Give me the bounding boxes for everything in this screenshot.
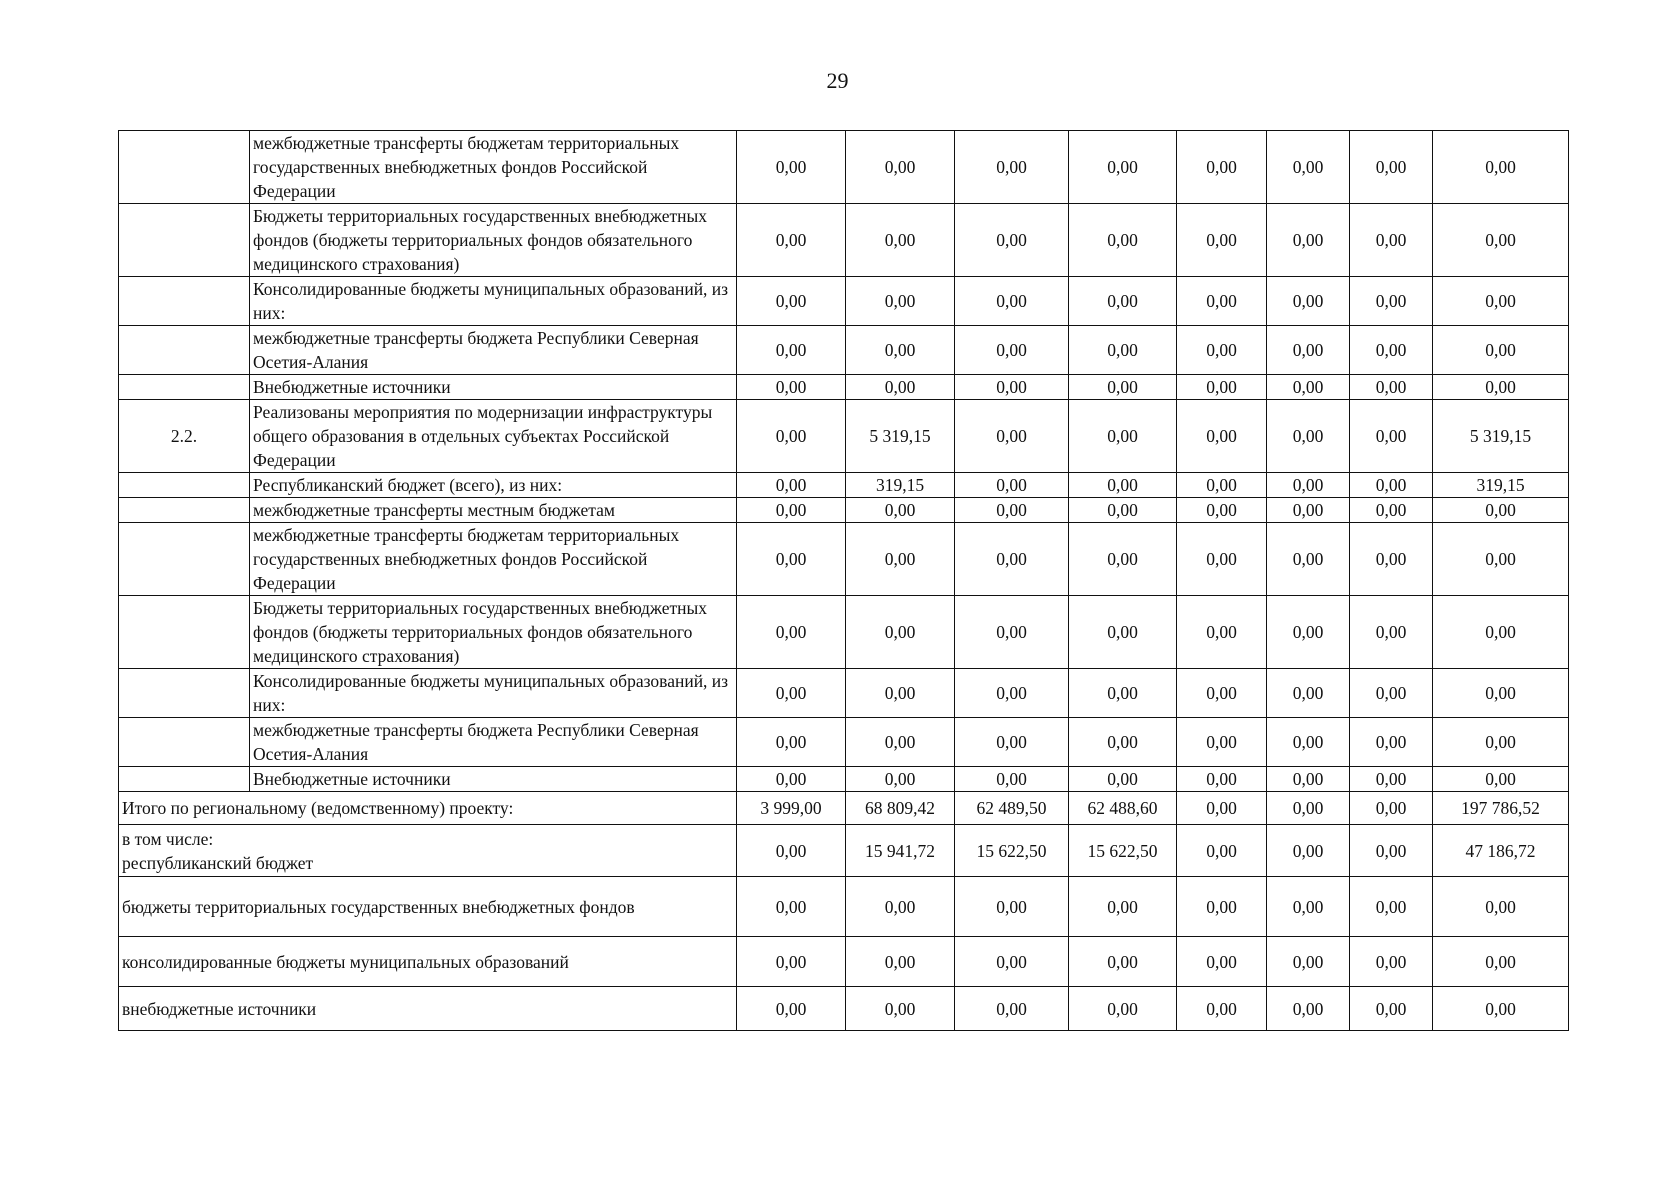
value-cell: 0,00 — [1350, 523, 1433, 596]
value-cell: 0,00 — [1069, 767, 1177, 792]
value-cell: 0,00 — [1069, 326, 1177, 375]
value-cell: 0,00 — [955, 669, 1069, 718]
value-cell: 0,00 — [1177, 937, 1267, 987]
row-name: межбюджетные трансферты местным бюджетам — [250, 498, 737, 523]
value-cell: 15 622,50 — [1069, 825, 1177, 877]
value-cell: 0,00 — [1350, 473, 1433, 498]
value-cell: 0,00 — [846, 277, 955, 326]
value-cell: 0,00 — [1350, 400, 1433, 473]
row-number — [119, 718, 250, 767]
table-row — [119, 131, 1569, 204]
value-cell: 0,00 — [1350, 987, 1433, 1031]
row-number — [119, 669, 250, 718]
value-cell: 319,15 — [846, 473, 955, 498]
value-cell: 0,00 — [846, 596, 955, 669]
table-row — [119, 498, 1569, 523]
total-cell: 47 186,72 — [1433, 825, 1569, 877]
total-cell: 0,00 — [1433, 131, 1569, 204]
value-cell: 0,00 — [1267, 877, 1350, 937]
row-name: Внебюджетные источники — [250, 375, 737, 400]
value-cell: 0,00 — [737, 669, 846, 718]
table-row — [119, 669, 1569, 718]
value-cell: 0,00 — [846, 877, 955, 937]
value-cell: 0,00 — [1267, 473, 1350, 498]
value-cell: 0,00 — [1069, 877, 1177, 937]
table-row — [119, 400, 1569, 473]
value-cell: 0,00 — [737, 987, 846, 1031]
value-cell: 0,00 — [955, 523, 1069, 596]
value-cell: 0,00 — [955, 767, 1069, 792]
value-cell: 0,00 — [1069, 204, 1177, 277]
value-cell: 0,00 — [737, 326, 846, 375]
value-cell: 0,00 — [1069, 523, 1177, 596]
value-cell: 62 488,60 — [1069, 792, 1177, 825]
value-cell: 15 941,72 — [846, 825, 955, 877]
value-cell: 0,00 — [1177, 877, 1267, 937]
summary-row — [119, 987, 1569, 1031]
value-cell: 0,00 — [737, 400, 846, 473]
value-cell: 0,00 — [1177, 375, 1267, 400]
total-cell: 319,15 — [1433, 473, 1569, 498]
value-cell: 0,00 — [1267, 987, 1350, 1031]
row-name: межбюджетные трансферты бюджета Республики Северная Осетия-Алания — [250, 326, 737, 375]
value-cell: 0,00 — [955, 375, 1069, 400]
value-cell: 0,00 — [1350, 669, 1433, 718]
value-cell: 0,00 — [1177, 277, 1267, 326]
table-row — [119, 277, 1569, 326]
value-cell: 15 622,50 — [955, 825, 1069, 877]
value-cell: 0,00 — [737, 877, 846, 937]
value-cell: 3 999,00 — [737, 792, 846, 825]
row-number: 2.2. — [119, 400, 250, 473]
value-cell: 0,00 — [1069, 473, 1177, 498]
row-name: межбюджетные трансферты бюджета Республики Северная Осетия-Алания — [250, 718, 737, 767]
value-cell: 0,00 — [1267, 131, 1350, 204]
value-cell: 5 319,15 — [846, 400, 955, 473]
value-cell: 0,00 — [846, 375, 955, 400]
summary-row — [119, 792, 1569, 825]
total-cell: 0,00 — [1433, 375, 1569, 400]
value-cell: 0,00 — [846, 987, 955, 1031]
value-cell: 0,00 — [1267, 523, 1350, 596]
value-cell: 0,00 — [1069, 277, 1177, 326]
value-cell: 0,00 — [1177, 767, 1267, 792]
value-cell: 0,00 — [1267, 498, 1350, 523]
value-cell: 0,00 — [1350, 767, 1433, 792]
value-cell: 0,00 — [737, 498, 846, 523]
total-cell: 0,00 — [1433, 718, 1569, 767]
value-cell: 0,00 — [737, 596, 846, 669]
total-cell: 0,00 — [1433, 498, 1569, 523]
value-cell: 0,00 — [1177, 326, 1267, 375]
summary-label: консолидированные бюджеты муниципальных образований — [119, 937, 737, 987]
value-cell: 0,00 — [1350, 375, 1433, 400]
value-cell: 0,00 — [1267, 375, 1350, 400]
value-cell: 0,00 — [846, 718, 955, 767]
value-cell: 0,00 — [846, 669, 955, 718]
total-cell: 0,00 — [1433, 326, 1569, 375]
value-cell: 0,00 — [1069, 498, 1177, 523]
value-cell: 0,00 — [1069, 596, 1177, 669]
value-cell: 0,00 — [1350, 277, 1433, 326]
value-cell: 0,00 — [1267, 277, 1350, 326]
value-cell: 0,00 — [1350, 596, 1433, 669]
row-number — [119, 204, 250, 277]
value-cell: 0,00 — [737, 277, 846, 326]
total-cell: 197 786,52 — [1433, 792, 1569, 825]
value-cell: 0,00 — [1177, 669, 1267, 718]
value-cell: 0,00 — [846, 523, 955, 596]
value-cell: 0,00 — [955, 987, 1069, 1031]
value-cell: 62 489,50 — [955, 792, 1069, 825]
summary-label: бюджеты территориальных государственных внебюджетных фондов — [119, 877, 737, 937]
value-cell: 0,00 — [1069, 937, 1177, 987]
value-cell: 0,00 — [1069, 131, 1177, 204]
value-cell: 0,00 — [1177, 987, 1267, 1031]
value-cell: 0,00 — [846, 204, 955, 277]
value-cell: 0,00 — [846, 326, 955, 375]
row-name: Консолидированные бюджеты муниципальных образований, из них: — [250, 669, 737, 718]
value-cell: 0,00 — [955, 326, 1069, 375]
row-name: межбюджетные трансферты бюджетам территориальных государственных внебюджетных фондов Российской Федерации — [250, 131, 737, 204]
summary-row — [119, 877, 1569, 937]
summary-label: Итого по региональному (ведомственному) проекту: — [119, 792, 737, 825]
total-cell: 0,00 — [1433, 596, 1569, 669]
value-cell: 0,00 — [955, 718, 1069, 767]
value-cell: 0,00 — [846, 937, 955, 987]
value-cell: 0,00 — [1267, 937, 1350, 987]
row-number — [119, 498, 250, 523]
value-cell: 0,00 — [1069, 718, 1177, 767]
value-cell: 0,00 — [1267, 767, 1350, 792]
value-cell: 0,00 — [1177, 825, 1267, 877]
value-cell: 0,00 — [1177, 792, 1267, 825]
total-cell: 0,00 — [1433, 204, 1569, 277]
row-name: Реализованы мероприятия по модернизации инфраструктуры общего образования в отдельных субъектах Российской Федерации — [250, 400, 737, 473]
value-cell: 0,00 — [1177, 523, 1267, 596]
summary-label — [119, 825, 737, 877]
row-name: межбюджетные трансферты бюджетам территориальных государственных внебюджетных фондов Российской Федерации — [250, 523, 737, 596]
total-cell: 0,00 — [1433, 523, 1569, 596]
value-cell: 0,00 — [955, 277, 1069, 326]
value-cell: 0,00 — [1177, 131, 1267, 204]
summary-label-line: в том числе: — [122, 828, 214, 849]
value-cell: 0,00 — [737, 937, 846, 987]
row-number — [119, 596, 250, 669]
table-row — [119, 204, 1569, 277]
total-cell: 0,00 — [1433, 277, 1569, 326]
total-cell: 5 319,15 — [1433, 400, 1569, 473]
value-cell: 0,00 — [1177, 204, 1267, 277]
value-cell: 0,00 — [955, 400, 1069, 473]
value-cell: 0,00 — [846, 498, 955, 523]
table-row — [119, 375, 1569, 400]
value-cell: 0,00 — [1267, 718, 1350, 767]
value-cell: 0,00 — [1267, 204, 1350, 277]
value-cell: 0,00 — [955, 498, 1069, 523]
page-number: 29 — [826, 68, 849, 93]
summary-label-line: республиканский бюджет — [122, 852, 314, 873]
summary-row — [119, 825, 1569, 877]
value-cell: 0,00 — [1267, 326, 1350, 375]
table-row — [119, 718, 1569, 767]
value-cell: 0,00 — [1350, 877, 1433, 937]
value-cell: 0,00 — [955, 596, 1069, 669]
table-row — [119, 326, 1569, 375]
value-cell: 0,00 — [737, 523, 846, 596]
value-cell: 0,00 — [737, 825, 846, 877]
row-name: Бюджеты территориальных государственных внебюджетных фондов (бюджеты территориальных фондов обязательного медицинского страхования) — [250, 596, 737, 669]
value-cell: 0,00 — [1267, 596, 1350, 669]
value-cell: 0,00 — [737, 375, 846, 400]
row-number — [119, 473, 250, 498]
row-name: Бюджеты территориальных государственных внебюджетных фондов (бюджеты территориальных фондов обязательного медицинского страхования) — [250, 204, 737, 277]
total-cell: 0,00 — [1433, 877, 1569, 937]
value-cell: 0,00 — [955, 131, 1069, 204]
row-number — [119, 523, 250, 596]
row-number — [119, 375, 250, 400]
table-row — [119, 767, 1569, 792]
value-cell: 0,00 — [1069, 375, 1177, 400]
value-cell: 0,00 — [1177, 596, 1267, 669]
value-cell: 0,00 — [1350, 204, 1433, 277]
row-name: Республиканский бюджет (всего), из них: — [250, 473, 737, 498]
value-cell: 0,00 — [1177, 718, 1267, 767]
row-number — [119, 277, 250, 326]
value-cell: 0,00 — [1267, 792, 1350, 825]
value-cell: 0,00 — [955, 937, 1069, 987]
total-cell: 0,00 — [1433, 987, 1569, 1031]
value-cell: 0,00 — [1069, 669, 1177, 718]
value-cell: 0,00 — [1350, 498, 1433, 523]
value-cell: 0,00 — [1177, 400, 1267, 473]
table-row — [119, 596, 1569, 669]
value-cell: 0,00 — [846, 767, 955, 792]
value-cell: 0,00 — [737, 204, 846, 277]
summary-label: внебюджетные источники — [119, 987, 737, 1031]
value-cell: 0,00 — [737, 767, 846, 792]
value-cell: 0,00 — [1177, 498, 1267, 523]
value-cell: 0,00 — [1350, 825, 1433, 877]
value-cell: 0,00 — [1267, 400, 1350, 473]
value-cell: 68 809,42 — [846, 792, 955, 825]
total-cell: 0,00 — [1433, 669, 1569, 718]
row-number — [119, 131, 250, 204]
row-number — [119, 326, 250, 375]
total-cell: 0,00 — [1433, 937, 1569, 987]
value-cell: 0,00 — [737, 131, 846, 204]
row-name: Внебюджетные источники — [250, 767, 737, 792]
value-cell: 0,00 — [1350, 792, 1433, 825]
value-cell: 0,00 — [1350, 937, 1433, 987]
value-cell: 0,00 — [737, 718, 846, 767]
value-cell: 0,00 — [1177, 473, 1267, 498]
table-row — [119, 473, 1569, 498]
value-cell: 0,00 — [1267, 669, 1350, 718]
value-cell: 0,00 — [955, 877, 1069, 937]
summary-row — [119, 937, 1569, 987]
value-cell: 0,00 — [1267, 825, 1350, 877]
value-cell: 0,00 — [1350, 326, 1433, 375]
value-cell: 0,00 — [846, 131, 955, 204]
value-cell: 0,00 — [955, 473, 1069, 498]
total-cell: 0,00 — [1433, 767, 1569, 792]
value-cell: 0,00 — [1069, 987, 1177, 1031]
value-cell: 0,00 — [737, 473, 846, 498]
table-row — [119, 523, 1569, 596]
value-cell: 0,00 — [1069, 400, 1177, 473]
row-number — [119, 767, 250, 792]
value-cell: 0,00 — [955, 204, 1069, 277]
budget-table — [118, 130, 1569, 1031]
value-cell: 0,00 — [1350, 718, 1433, 767]
value-cell: 0,00 — [1350, 131, 1433, 204]
row-name: Консолидированные бюджеты муниципальных образований, из них: — [250, 277, 737, 326]
